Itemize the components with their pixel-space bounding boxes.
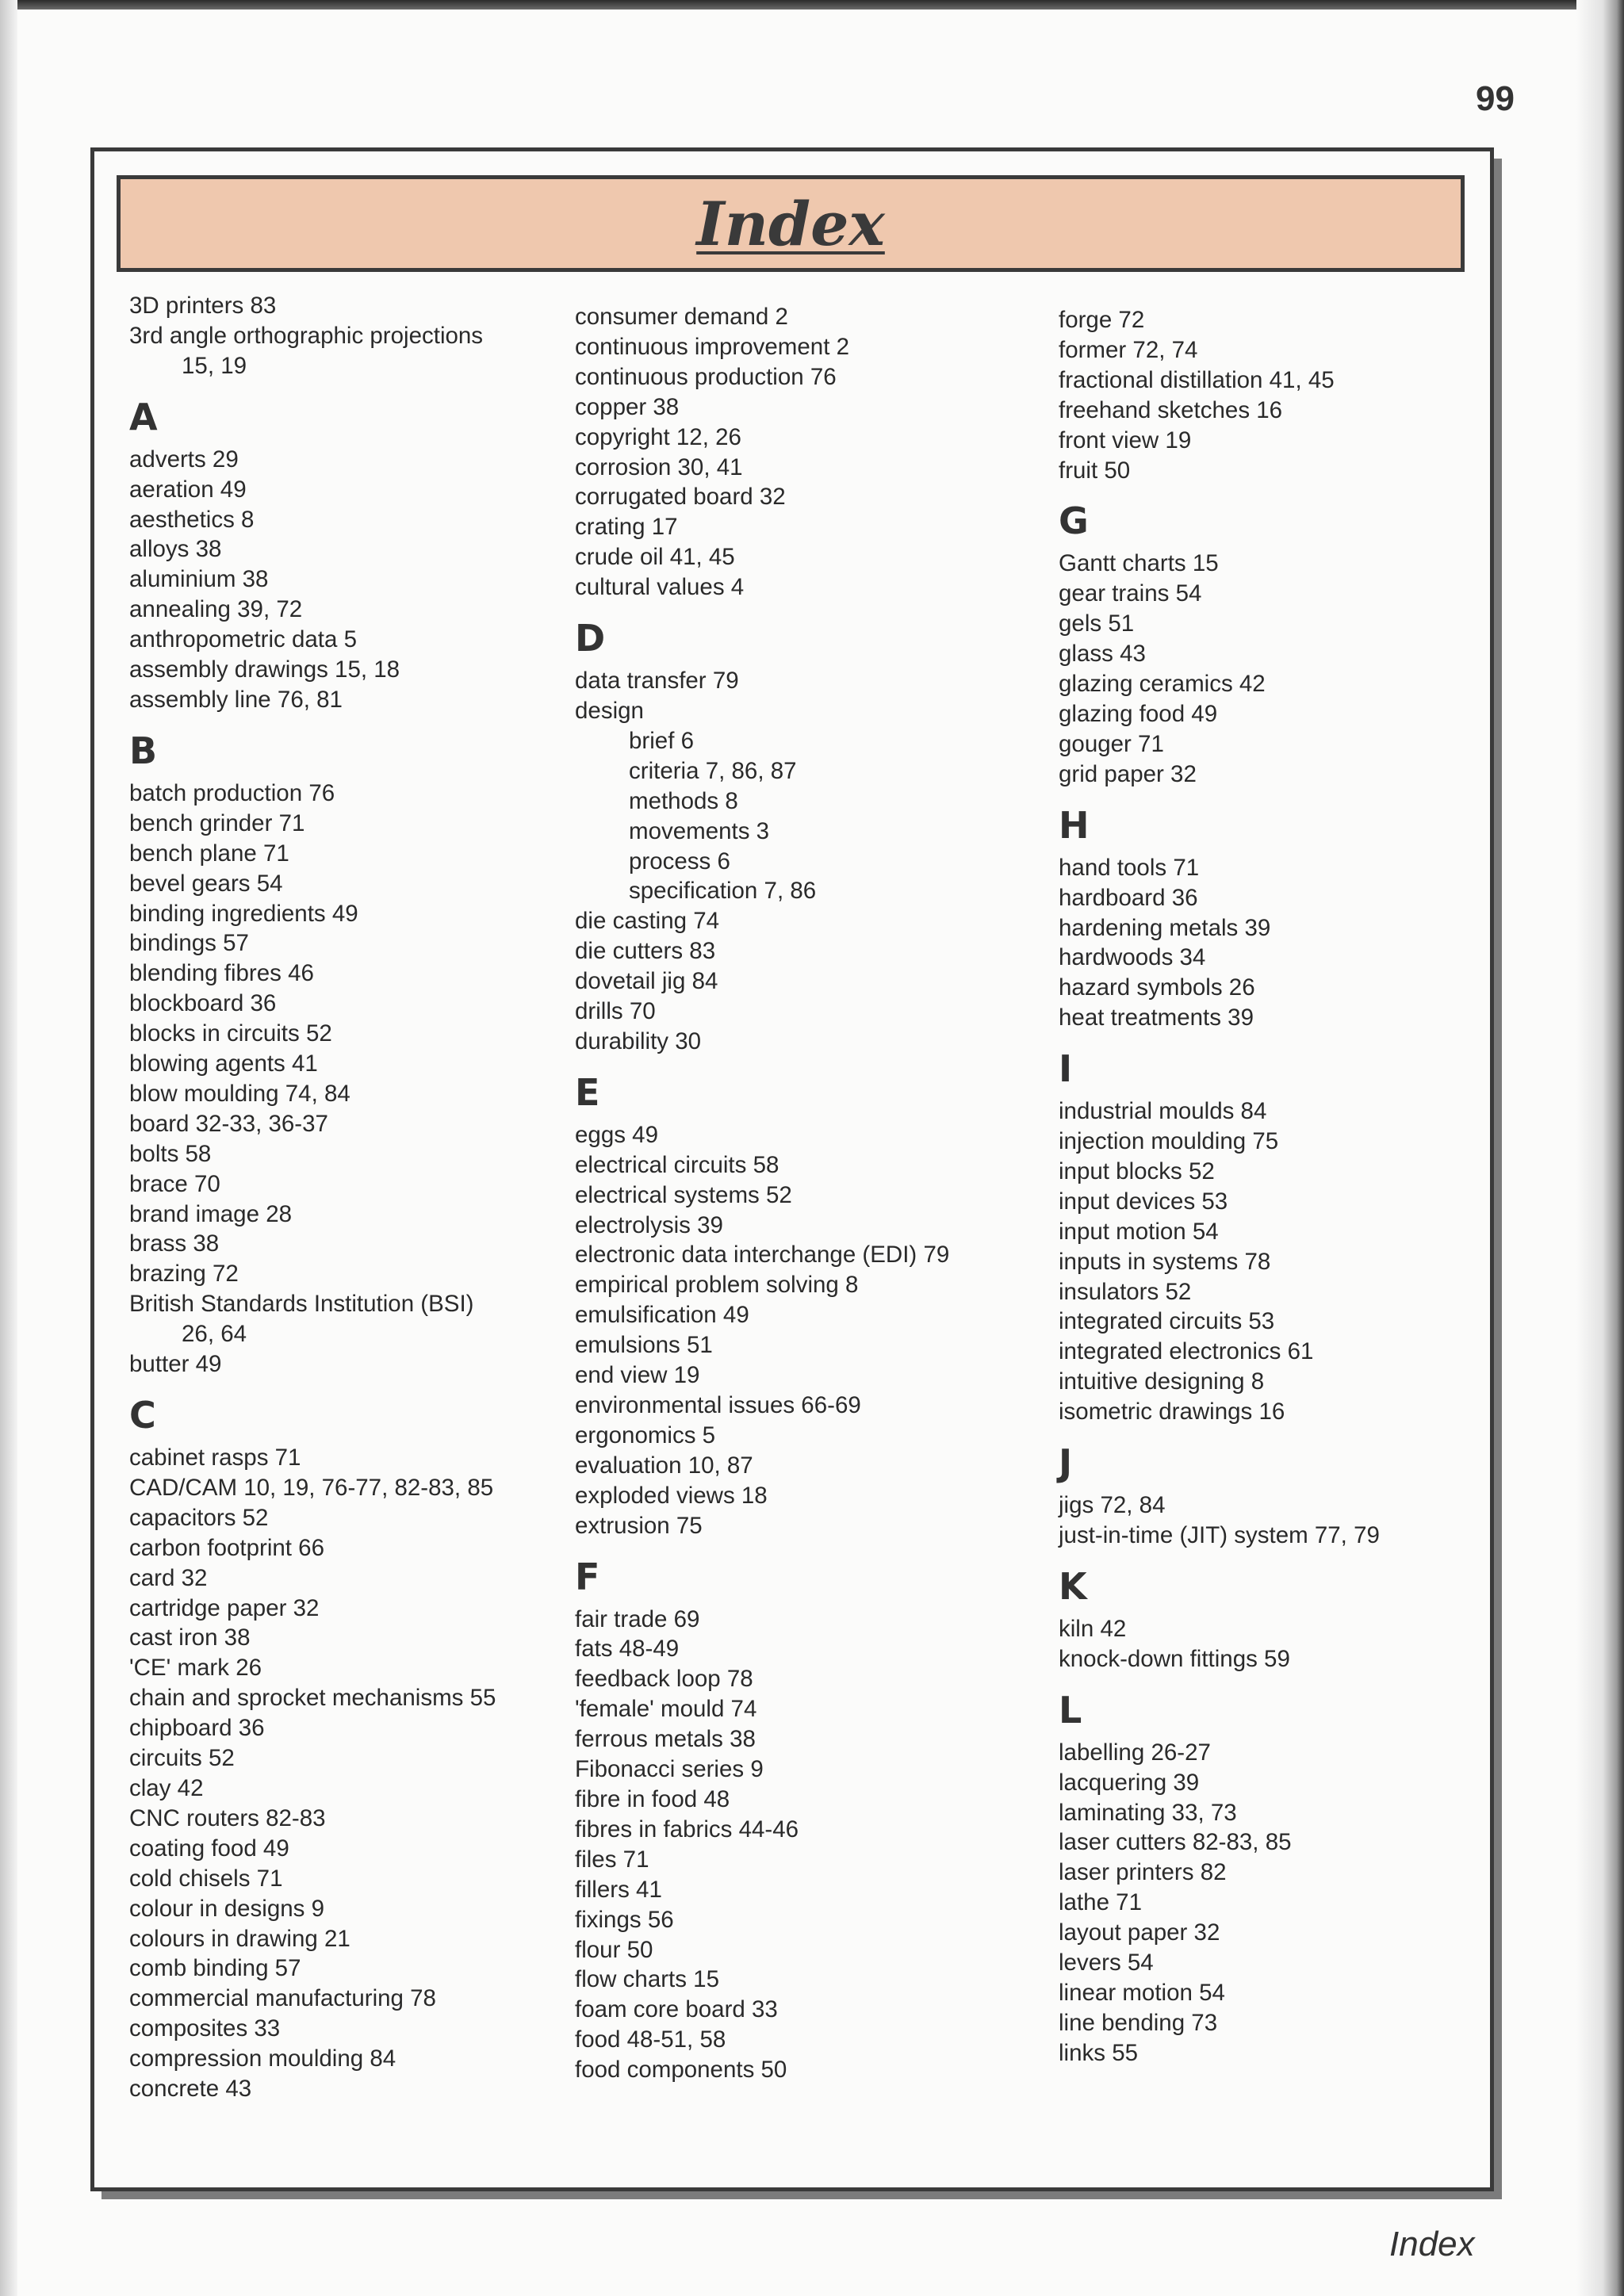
index-entry: emulsions 51 [575,1332,713,1359]
index-entry: British Standards Institution (BSI) [129,1291,474,1318]
index-entry: industrial moulds 84 [1059,1098,1267,1125]
index-entry: integrated electronics 61 [1059,1338,1314,1365]
index-entry: CAD/CAM 10, 19, 76-77, 82-83, 85 [129,1474,494,1501]
index-entry: empirical problem solving 8 [575,1272,859,1299]
index-frame [90,147,1494,2191]
index-entry: clay 42 [129,1774,204,1801]
index-entry: hardboard 36 [1059,884,1198,911]
index-entry: line bending 73 [1059,2009,1218,2036]
index-entry: cast iron 38 [129,1624,251,1651]
index-entry: consumer demand 2 [575,304,788,330]
index-entry: forge 72 [1059,307,1145,333]
index-entry: cultural values 4 [575,574,745,601]
index-entry: isometric drawings 16 [1059,1399,1285,1425]
index-entry: adverts 29 [129,446,239,473]
index-entry: freehand sketches 16 [1059,396,1283,423]
index-entry: 'female' mould 74 [575,1696,757,1723]
index-entry: gear trains 54 [1059,580,1202,607]
index-subentry: movements 3 [629,817,770,844]
index-entry: glass 43 [1059,641,1146,668]
index-entry: hardening metals 39 [1059,914,1271,941]
index-entry: aluminium 38 [129,566,269,593]
index-subentry: specification 7, 86 [629,878,817,905]
page-number: 99 [1476,79,1515,118]
index-entry: input motion 54 [1059,1218,1219,1245]
section-letter-l: L [1059,1688,1082,1732]
page-right-edge [1576,0,1624,2296]
index-entry: comb binding 57 [129,1955,301,1982]
index-entry: butter 49 [129,1351,222,1378]
index-entry: chain and sprocket mechanisms 55 [129,1685,496,1712]
index-entry: extrusion 75 [575,1512,703,1539]
index-entry: aeration 49 [129,476,247,503]
index-entry: compression moulding 84 [129,2045,396,2072]
index-entry-continuation: 15, 19 [182,352,247,379]
index-entry: circuits 52 [129,1745,235,1772]
section-letter-f: F [575,1555,600,1598]
index-entry: brass 38 [129,1230,220,1257]
index-entry: coating food 49 [129,1835,289,1862]
index-entry: Fibonacci series 9 [575,1756,764,1783]
index-entry: knock-down fittings 59 [1059,1645,1290,1672]
index-entry: input devices 53 [1059,1188,1228,1215]
index-entry: flour 50 [575,1936,653,1963]
index-entry: brand image 28 [129,1200,293,1227]
index-entry: assembly line 76, 81 [129,686,343,713]
index-entry: food components 50 [575,2057,787,2084]
index-entry: end view 19 [575,1362,700,1389]
index-entry: bolts 58 [129,1140,212,1167]
index-entry: cabinet rasps 71 [129,1445,301,1471]
index-entry-continuation: 26, 64 [182,1321,247,1348]
index-entry: front view 19 [1059,427,1192,453]
index-entry: drills 70 [575,998,656,1025]
index-entry: Gantt charts 15 [1059,550,1219,577]
index-entry: brace 70 [129,1170,220,1197]
index-entry: carbon footprint 66 [129,1534,324,1561]
index-entry: ergonomics 5 [575,1422,716,1448]
index-entry: alloys 38 [129,536,222,563]
index-entry: brazing 72 [129,1261,239,1288]
index-entry: electrical systems 52 [575,1181,792,1208]
index-entry: corrosion 30, 41 [575,453,743,480]
index-entry: continuous production 76 [575,363,837,390]
index-entry: 'CE' mark 26 [129,1655,262,1682]
index-entry: durability 30 [575,1027,702,1054]
index-entry: fixings 56 [575,1906,674,1933]
index-entry: blow moulding 74, 84 [129,1080,350,1107]
page-top-edge [0,0,1624,10]
index-subentry: brief 6 [629,727,694,754]
index-entry: crude oil 41, 45 [575,544,735,571]
index-entry: electrical circuits 58 [575,1151,779,1178]
index-entry: concrete 43 [129,2076,252,2103]
index-entry: card 32 [129,1564,208,1591]
index-entry: grid paper 32 [1059,760,1197,787]
index-entry: intuitive designing 8 [1059,1368,1265,1395]
index-entry: feedback loop 78 [575,1666,753,1693]
index-entry: gels 51 [1059,610,1135,637]
index-column-1 [129,291,542,2104]
section-letter-j: J [1059,1441,1073,1485]
index-entry: commercial manufacturing 78 [129,1985,436,2012]
index-entry: fruit 50 [1059,457,1131,484]
index-entry: colour in designs 9 [129,1895,324,1922]
index-entry: jigs 72, 84 [1059,1492,1166,1519]
index-entry: kiln 42 [1059,1615,1127,1642]
section-letter-g: G [1059,499,1089,543]
index-entry: insulators 52 [1059,1278,1192,1305]
index-entry: capacitors 52 [129,1504,269,1531]
index-entry: food 48-51, 58 [575,2026,726,2053]
index-entry: eggs 49 [575,1121,658,1148]
index-entry: former 72, 74 [1059,336,1198,363]
index-entry: glazing food 49 [1059,700,1218,727]
footer-section-label: Index [1389,2225,1475,2263]
index-entry: evaluation 10, 87 [575,1452,753,1479]
index-entry: fibre in food 48 [575,1785,730,1812]
section-letter-b: B [129,729,158,772]
index-entry: blending fibres 46 [129,960,314,987]
index-entry: hand tools 71 [1059,854,1200,881]
index-entry: aesthetics 8 [129,506,255,533]
index-entry: injection moulding 75 [1059,1128,1279,1155]
index-entry: blockboard 36 [129,990,277,1017]
index-entry: exploded views 18 [575,1482,768,1509]
section-letter-e: E [575,1070,600,1114]
index-entry: ferrous metals 38 [575,1726,756,1753]
index-entry: hardwoods 34 [1059,944,1206,971]
section-letter-a: A [129,395,158,438]
page-left-edge [0,0,17,2296]
index-entry: chipboard 36 [129,1715,265,1742]
index-subentry: process 6 [629,848,730,874]
index-entry: assembly drawings 15, 18 [129,656,400,683]
index-entry: fibres in fabrics 44-46 [575,1816,799,1843]
index-entry: batch production 76 [129,779,335,806]
index-entry: layout paper 32 [1059,1919,1220,1946]
index-entry: colours in drawing 21 [129,1925,350,1952]
index-subentry: criteria 7, 86, 87 [629,757,797,784]
index-entry: electronic data interchange (EDI) 79 [575,1242,950,1269]
index-entry: anthropometric data 5 [129,626,357,653]
index-entry: 3rd angle orthographic projections [129,322,484,349]
index-entry: lathe 71 [1059,1889,1142,1916]
index-entry: blocks in circuits 52 [129,1020,332,1047]
section-letter-c: C [129,1394,156,1437]
index-column-3 [1059,305,1471,2068]
index-entry: laser cutters 82-83, 85 [1059,1829,1292,1856]
index-entry: fair trade 69 [575,1605,700,1632]
index-entry: copper 38 [575,393,680,420]
index-entry: labelling 26-27 [1059,1739,1211,1766]
index-entry: flow charts 15 [575,1966,719,1993]
section-letter-i: I [1059,1047,1073,1091]
index-entry: cartridge paper 32 [129,1594,320,1621]
page-title: Index [696,188,885,259]
section-letter-h: H [1059,803,1090,847]
index-entry: blowing agents 41 [129,1050,318,1077]
index-entry: laminating 33, 73 [1059,1799,1237,1826]
index-entry: emulsification 49 [575,1302,749,1329]
index-entry: composites 33 [129,2015,281,2042]
index-entry: 3D printers 83 [129,293,277,319]
index-entry: annealing 39, 72 [129,596,303,623]
index-entry: just-in-time (JIT) system 77, 79 [1059,1522,1380,1548]
index-entry: design [575,697,644,724]
index-entry: glazing ceramics 42 [1059,671,1266,698]
index-entry: lacquering 39 [1059,1769,1200,1796]
index-entry: board 32-33, 36-37 [129,1110,328,1137]
index-entry: bevel gears 54 [129,870,283,897]
index-entry: hazard symbols 26 [1059,974,1255,1001]
index-subentry: methods 8 [629,787,738,814]
index-entry: binding ingredients 49 [129,900,358,927]
index-entry: corrugated board 32 [575,484,786,511]
index-entry: files 71 [575,1846,649,1873]
index-entry: data transfer 79 [575,668,739,695]
index-entry: electrolysis 39 [575,1211,723,1238]
index-entry: bindings 57 [129,930,249,957]
index-entry: levers 54 [1059,1950,1154,1976]
index-entry: bench plane 71 [129,840,289,867]
index-entry: fractional distillation 41, 45 [1059,366,1335,393]
index-entry: environmental issues 66-69 [575,1392,861,1418]
index-entry: linear motion 54 [1059,1979,1225,2006]
index-entry: heat treatments 39 [1059,1004,1254,1031]
index-column-2 [575,302,1019,2085]
index-entry: input blocks 52 [1059,1158,1215,1184]
index-entry: die casting 74 [575,908,720,935]
index-entry: die cutters 83 [575,938,716,965]
index-entry: inputs in systems 78 [1059,1248,1271,1275]
title-banner [117,175,1465,272]
index-entry: foam core board 33 [575,1996,778,2023]
index-entry: laser printers 82 [1059,1859,1227,1886]
index-entry: continuous improvement 2 [575,333,849,360]
section-letter-d: D [575,617,606,660]
index-entry: CNC routers 82-83 [129,1804,326,1831]
index-entry: links 55 [1059,2039,1139,2066]
index-entry: copyright 12, 26 [575,423,741,450]
index-entry: integrated circuits 53 [1059,1308,1275,1335]
index-entry: gouger 71 [1059,730,1164,757]
index-entry: fats 48-49 [575,1636,680,1663]
index-entry: cold chisels 71 [129,1865,283,1892]
index-entry: bench grinder 71 [129,809,305,836]
index-entry: dovetail jig 84 [575,968,718,995]
index-entry: crating 17 [575,514,678,541]
section-letter-k: K [1059,1564,1087,1608]
index-entry: fillers 41 [575,1876,662,1903]
